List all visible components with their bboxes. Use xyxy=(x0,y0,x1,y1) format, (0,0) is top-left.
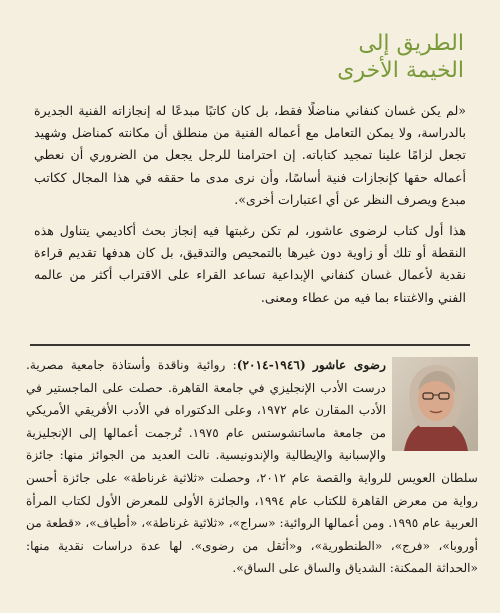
author-years: (١٩٤٦-٢٠١٤) xyxy=(236,358,306,372)
author-bio xyxy=(26,354,478,580)
title-line-2: الخيمة الأخرى xyxy=(337,58,464,83)
title-line-1: الطريق إلى xyxy=(358,31,464,56)
quote-paragraph: «لم يكن غسان كنفاني مناضلًا فقط، بل كان كاتبًا مبدعًا له إنجازاته الفنية الجديرة بالدراسة، ولا يمكن التعامل مع أعماله الفنية من منطلق أن مكانته كمناضل وشهيد تجعل لزامًا علينا تمجيد كتاباته. إن احترامنا للرجل يجعل من الضروري أن نعطي أعماله حقها كإنجازات فنية أساسًا، وأن نرى مدى ما حققه في هذا المجال ككاتب مبدع ويصرف النظر عن أي اعتبارات أخرى». xyxy=(34,103,466,207)
intro-paragraph: هذا أول كتاب لرضوى عاشور، لم تكن رغبتها فيه إنجاز بحث أكاديمي يتناول هذه النقطة أو تلك أو زاوية دون غيرها بالتمحيص والتدقيق، بل كان هدفها تقديم قراءة نقدية لأعمال غسان كنفاني الإبداعية تساعد القراء على الاقتراب أكثر من عالمه الفني والاغتناء بما فيه من عطاء ومعنى. xyxy=(34,223,466,305)
author-name: رضوى عاشور xyxy=(312,358,386,372)
section-divider xyxy=(30,344,470,346)
author-bio-text: : روائية وناقدة وأستاذة جامعية مصرية. درست الأدب الإنجليزي في جامعة القاهرة. حصلت على الماجستير في الأدب المقارن عام ١٩٧٢، وعلى الدكتوراه في الأدب الأفريقي الأمريكي من جامعة ماساتشوستس عام ١٩٧٥. تُرجمت أعمالها إلى الإنجليزية والإسبانية والإيطالية والإندونيسية. نالت العديد من الجوائز منها: جائزة سلطان العويس للرواية والقصة عام ٢٠١٢، وحصلت «ثلاثية غرناطة» على جائزة أحسن رواية من معرض القاهرة للكتاب عام ١٩٩٤، والجائزة الأولى للمعرض الأول لكتاب المرأة العربية عام ١٩٩٥. ومن أعمالها الروائية: «سراج»، «ثلاثية غرناطة»، «أطياف»، «قطعة من أوروبا»، «فرج»، «الطنطورية»، و«أثقل من رضوى». لها عدة دراسات نقدية منها: «الحداثة الممكنة: الشدياق والساق على الساق». xyxy=(26,358,479,576)
book-title xyxy=(244,30,464,84)
